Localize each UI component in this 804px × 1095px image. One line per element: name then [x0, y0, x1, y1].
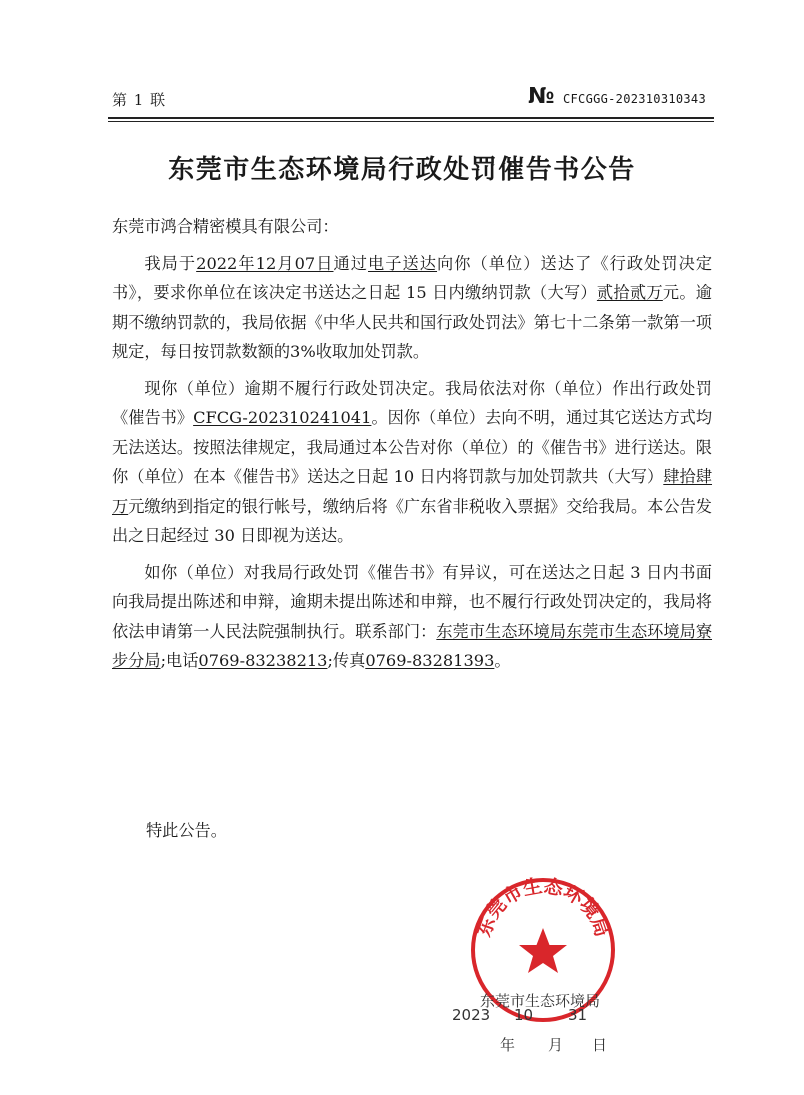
fine-amount: 贰拾贰万 — [596, 283, 663, 302]
p2-text: 元缴纳到指定的银行帐号，缴纳后将《广东省非税收入票据》交给我局。本公告发出之日起经过 30 日即视为送达。 — [112, 496, 712, 545]
issuing-authority: 东莞市生态环境局 — [480, 992, 601, 1010]
penalty-decision-date: 2022年12月07日 — [196, 253, 334, 273]
p2-text: 。因你（单位）去向不明，通过其它送达方式均无法送达。按照法律规定，我局通过本公告对你（单位）的《催告书》进行送达。限你（单位）在本《催告书》送达之日起 10 日内将罚款与加处罚款共（大写） — [112, 408, 713, 486]
copy-label: 第 1 联 — [112, 91, 167, 109]
paragraph-3 — [112, 558, 712, 676]
p3-text: 。 — [494, 651, 511, 670]
p2-text: 现你（单位）逾期不履行行政处罚决定。我局依法对你（单位）作出行政处罚《催告书》 — [112, 378, 712, 427]
header-rule — [108, 117, 714, 119]
notice-body — [112, 212, 712, 676]
serial-symbol: № — [528, 84, 555, 109]
reminder-reference: CFCG-202310241041 — [193, 408, 372, 427]
header-rule-thin — [108, 121, 714, 122]
p1-text: 我局于 — [144, 253, 197, 273]
seal-star — [519, 928, 567, 973]
date-day-label: 日 — [592, 1036, 608, 1054]
paragraph-2 — [112, 374, 712, 551]
fax-number: 0769-83281393 — [365, 651, 495, 670]
phone-number: 0769-83238213 — [198, 651, 328, 670]
date-day: 31 — [568, 1006, 588, 1024]
p1-text: 元。逾期不缴纳罚款的，我局依据《中华人民共和国行政处罚法》第七十二条第一款第一项规定，每日按罚款数额的3%收取加处罚款。 — [112, 283, 712, 361]
closing-remark: 特此公告。 — [146, 821, 227, 840]
p1-text: 向你（单位）送达了《行政处罚决定书》，要求你单位在该决定书送达之日起 15 日内缴纳罚款（大写） — [112, 253, 713, 302]
date-year-label: 年 — [500, 1036, 516, 1054]
date-year: 2023 — [452, 1006, 491, 1024]
p3-text: ;电话 — [160, 651, 199, 670]
total-amount: 肆拾肆万 — [112, 467, 713, 516]
delivery-method: 电子送达 — [368, 253, 438, 273]
document-title: 东莞市生态环境局行政处罚催告书公告 — [168, 155, 636, 185]
contact-department: 东莞市生态环境局东莞市生态环境局寮步分局 — [112, 621, 713, 670]
p3-text: 如你（单位）对我局行政处罚《催告书》有异议，可在送达之日起 3 日内书面向我局提出陈述和申辩，逾期未提出陈述和申辩，也不履行行政处罚决定的，我局将依法申请第一人民法院强制执行。联系部门： — [112, 562, 712, 641]
date-month-label: 月 — [548, 1036, 564, 1054]
date-month: 10 — [514, 1006, 534, 1024]
seal-text: 东莞市生态环境局 — [472, 875, 614, 940]
p1-text: 通过 — [333, 253, 369, 273]
paragraph-1 — [112, 249, 712, 367]
addressee: 东莞市鸿合精密模具有限公司： — [112, 217, 339, 236]
p3-text: ;传真 — [327, 651, 366, 670]
serial-number: CFCGGG-202310310343 — [563, 92, 706, 106]
